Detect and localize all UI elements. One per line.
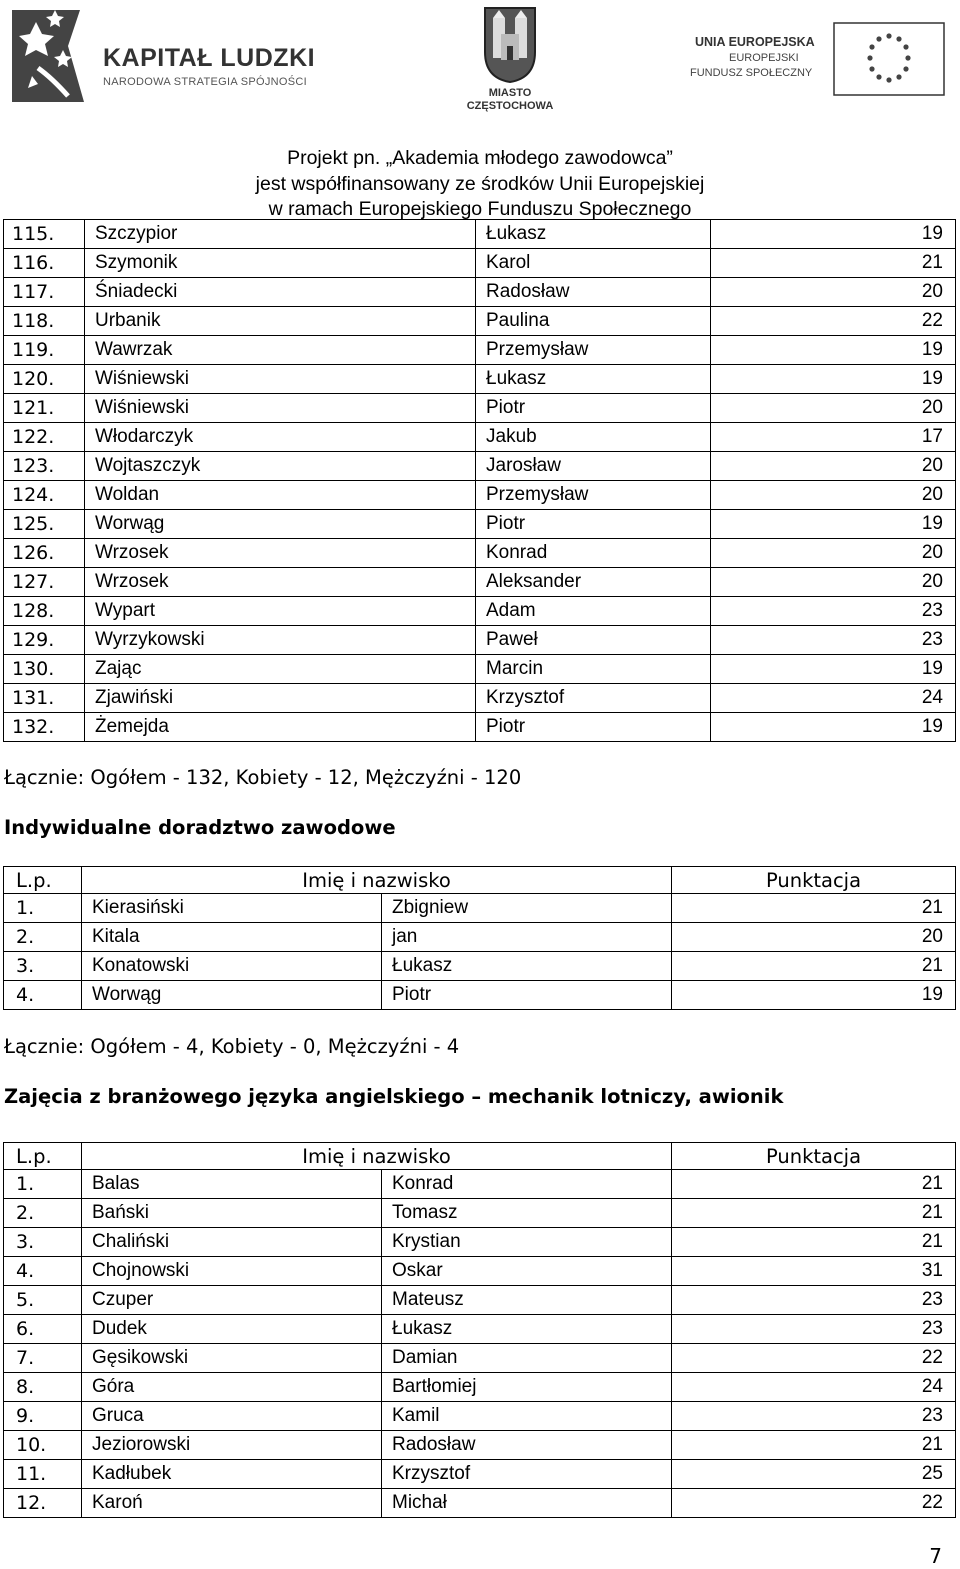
row-number: 5. [4,1286,82,1315]
first-name-cell: Mateusz [382,1286,672,1315]
first-name-cell: Adam [476,597,711,626]
table-row [4,1199,956,1228]
points-cell: 24 [672,1373,956,1402]
table-row [4,307,956,336]
first-name-cell: Przemysław [476,481,711,510]
first-name-cell: Krystian [382,1228,672,1257]
row-number: 2. [4,1199,82,1228]
points-cell: 21 [672,1199,956,1228]
counseling-section-title: Indywidualne doradztwo zawodowe [4,816,396,839]
row-number: 1. [4,1170,82,1199]
surname-cell: Worwąg [82,981,382,1010]
row-number: 1. [4,894,82,923]
first-name-cell: Konrad [382,1170,672,1199]
table-row [4,568,956,597]
counseling-summary: Łącznie: Ogółem - 4, Kobiety - 0, Mężczyźni - 4 [4,1035,460,1058]
participants-table [3,219,956,742]
table-row [4,452,956,481]
row-number: 120. [4,365,85,394]
coat-of-arms-icon [445,4,575,84]
surname-cell: Szczypior [85,220,476,249]
table-header-row [4,867,956,894]
surname-cell: Wiśniewski [85,365,476,394]
project-line-1: Projekt pn. „Akademia młodego zawodowca” [287,147,673,169]
first-name-cell: Tomasz [382,1199,672,1228]
header-score: Punktacja [672,867,956,894]
table-header-row [4,1143,956,1170]
row-number: 131. [4,684,85,713]
row-number: 129. [4,626,85,655]
first-name-cell: Jarosław [476,452,711,481]
header-lp: L.p. [4,1143,82,1170]
points-cell: 22 [672,1344,956,1373]
points-cell: 23 [711,597,956,626]
surname-cell: Gruca [82,1402,382,1431]
row-number: 121. [4,394,85,423]
row-number: 10. [4,1431,82,1460]
first-name-cell: Michał [382,1489,672,1518]
english-table [3,1142,956,1518]
surname-cell: Jeziorowski [82,1431,382,1460]
surname-cell: Wrzosek [85,568,476,597]
header-name: Imię i nazwisko [82,1143,672,1170]
row-number: 4. [4,981,82,1010]
english-section-title: Zajęcia z branżowego języka angielskiego – mechanik lotniczy, awionik [4,1085,784,1108]
table-row [4,539,956,568]
table-row [4,1170,956,1199]
points-cell: 31 [672,1257,956,1286]
first-name-cell: Zbigniew [382,894,672,923]
points-cell: 21 [672,1170,956,1199]
row-number: 118. [4,307,85,336]
table-row [4,220,956,249]
surname-cell: Żemejda [85,713,476,742]
table-row [4,1489,956,1518]
row-number: 12. [4,1489,82,1518]
first-name-cell: Damian [382,1344,672,1373]
table-row [4,923,956,952]
table-row [4,1460,956,1489]
table-row [4,365,956,394]
points-cell: 20 [672,923,956,952]
points-cell: 19 [711,336,956,365]
points-cell: 21 [711,249,956,278]
first-name-cell: Piotr [382,981,672,1010]
header-name: Imię i nazwisko [82,867,672,894]
surname-cell: Wiśniewski [85,394,476,423]
surname-cell: Bański [82,1199,382,1228]
row-number: 3. [4,952,82,981]
surname-cell: Balas [82,1170,382,1199]
first-name-cell: Łukasz [476,365,711,394]
points-cell: 23 [672,1286,956,1315]
table-row [4,481,956,510]
table-row [4,981,956,1010]
table-row [4,1228,956,1257]
points-cell: 19 [711,713,956,742]
points-cell: 23 [672,1315,956,1344]
city-label-1: MIASTO [488,87,532,99]
surname-cell: Wrzosek [85,539,476,568]
table-row [4,249,956,278]
first-name-cell: Paweł [476,626,711,655]
surname-cell: Kadłubek [82,1460,382,1489]
table-row [4,952,956,981]
surname-cell: Szymonik [85,249,476,278]
first-name-cell: Kamil [382,1402,672,1431]
row-number: 124. [4,481,85,510]
surname-cell: Urbanik [85,307,476,336]
table-row [4,1286,956,1315]
kapital-ludzki-logo [8,6,348,106]
points-cell: 17 [711,423,956,452]
row-number: 7. [4,1344,82,1373]
row-number: 119. [4,336,85,365]
surname-cell: Góra [82,1373,382,1402]
row-number: 126. [4,539,85,568]
surname-cell: Gęsikowski [82,1344,382,1373]
table-row [4,423,956,452]
row-number: 2. [4,923,82,952]
row-number: 116. [4,249,85,278]
points-cell: 20 [711,278,956,307]
row-number: 6. [4,1315,82,1344]
table-row [4,278,956,307]
counseling-table [3,866,956,1010]
row-number: 117. [4,278,85,307]
row-number: 132. [4,713,85,742]
surname-cell: Karoń [82,1489,382,1518]
row-number: 3. [4,1228,82,1257]
row-number: 128. [4,597,85,626]
points-cell: 20 [711,394,956,423]
surname-cell: Woldan [85,481,476,510]
points-cell: 20 [711,539,956,568]
points-cell: 19 [711,655,956,684]
table-row [4,1344,956,1373]
row-number: 122. [4,423,85,452]
eu-label-2: EUROPEJSKI [729,52,799,64]
row-number: 9. [4,1402,82,1431]
row-number: 11. [4,1460,82,1489]
points-cell: 23 [711,626,956,655]
row-number: 4. [4,1257,82,1286]
first-name-cell: Karol [476,249,711,278]
surname-cell: Chaliński [82,1228,382,1257]
first-name-cell: Bartłomiej [382,1373,672,1402]
points-cell: 21 [672,1228,956,1257]
surname-cell: Dudek [82,1315,382,1344]
first-name-cell: Oskar [382,1257,672,1286]
eu-label-3: FUNDUSZ SPOŁECZNY [690,67,813,79]
points-cell: 20 [711,568,956,597]
row-number: 123. [4,452,85,481]
first-name-cell: Krzysztof [476,684,711,713]
surname-cell: Wypart [85,597,476,626]
participants-summary: Łącznie: Ogółem - 132, Kobiety - 12, Mężczyźni - 120 [4,766,522,789]
row-number: 125. [4,510,85,539]
header-lp: L.p. [4,867,82,894]
first-name-cell: Marcin [476,655,711,684]
table-row [4,597,956,626]
page-number: 7 [929,1544,942,1568]
points-cell: 23 [672,1402,956,1431]
logo-title: KAPITAŁ LUDZKI [103,44,316,72]
first-name-cell: Łukasz [382,1315,672,1344]
surname-cell: Zjawiński [85,684,476,713]
points-cell: 19 [711,365,956,394]
project-line-3: w ramach Europejskiego Funduszu Społecznego [268,198,692,220]
row-number: 130. [4,655,85,684]
project-header [0,146,960,223]
points-cell: 20 [711,452,956,481]
points-cell: 21 [672,1431,956,1460]
first-name-cell: Piotr [476,394,711,423]
points-cell: 20 [711,481,956,510]
first-name-cell: Piotr [476,713,711,742]
eu-label-1: UNIA EUROPEJSKA [695,35,815,49]
points-cell: 21 [672,952,956,981]
table-row [4,894,956,923]
surname-cell: Włodarczyk [85,423,476,452]
points-cell: 19 [672,981,956,1010]
table-row [4,1373,956,1402]
city-label-2: CZĘSTOCHOWA [466,100,554,112]
first-name-cell: Krzysztof [382,1460,672,1489]
first-name-cell: Łukasz [382,952,672,981]
first-name-cell: Piotr [476,510,711,539]
first-name-cell: Jakub [476,423,711,452]
surname-cell: Wojtaszczyk [85,452,476,481]
surname-cell: Kitala [82,923,382,952]
table-row [4,684,956,713]
table-row [4,1257,956,1286]
row-number: 115. [4,220,85,249]
surname-cell: Wawrzak [85,336,476,365]
table-row [4,626,956,655]
points-cell: 19 [711,510,956,539]
eu-flag-icon [833,22,945,96]
row-number: 127. [4,568,85,597]
surname-cell: Worwąg [85,510,476,539]
points-cell: 22 [672,1489,956,1518]
points-cell: 24 [711,684,956,713]
first-name-cell: Konrad [476,539,711,568]
table-row [4,336,956,365]
logo-subtitle: NARODOWA STRATEGIA SPÓJNOŚCI [103,76,307,88]
table-row [4,713,956,742]
surname-cell: Chojnowski [82,1257,382,1286]
table-row [4,1431,956,1460]
surname-cell: Wyrzykowski [85,626,476,655]
first-name-cell: Radosław [382,1431,672,1460]
kapital-ludzki-emblem-icon [8,6,88,106]
surname-cell: Kierasiński [82,894,382,923]
points-cell: 25 [672,1460,956,1489]
first-name-cell: Przemysław [476,336,711,365]
table-row [4,655,956,684]
surname-cell: Zając [85,655,476,684]
table-row [4,1315,956,1344]
row-number: 8. [4,1373,82,1402]
surname-cell: Konatowski [82,952,382,981]
points-cell: 19 [711,220,956,249]
points-cell: 21 [672,894,956,923]
first-name-cell: Aleksander [476,568,711,597]
table-row [4,510,956,539]
points-cell: 22 [711,307,956,336]
table-row [4,394,956,423]
header-score: Punktacja [672,1143,956,1170]
eu-social-fund-logo [685,22,945,96]
surname-cell: Czuper [82,1286,382,1315]
first-name-cell: jan [382,923,672,952]
project-line-2: jest współfinansowany ze środków Unii Europejskiej [255,172,705,195]
surname-cell: Śniadecki [85,278,476,307]
czestochowa-coat-of-arms [445,4,575,110]
first-name-cell: Paulina [476,307,711,336]
first-name-cell: Radosław [476,278,711,307]
table-row [4,1402,956,1431]
first-name-cell: Łukasz [476,220,711,249]
